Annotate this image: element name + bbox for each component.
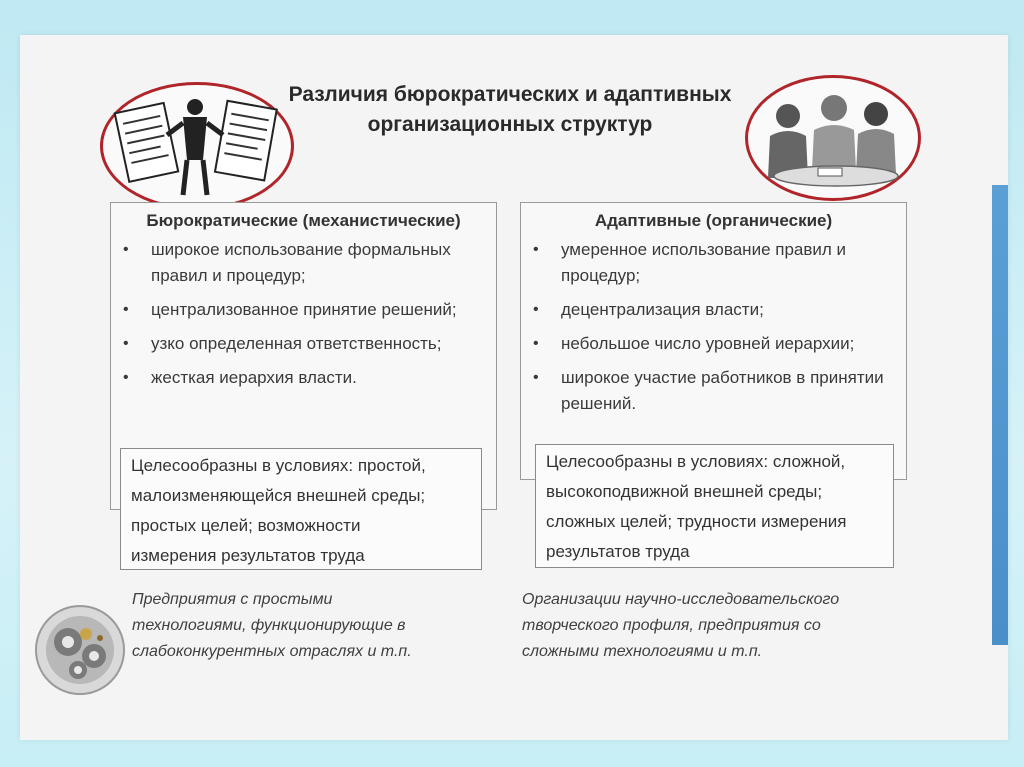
- conditions-line: результатов труда: [546, 542, 690, 561]
- example-line: технологиями, функционирующие в: [132, 617, 406, 634]
- bureaucrat-oval: [100, 82, 294, 210]
- conditions-line: сложных целей; трудности измерения: [546, 512, 847, 531]
- list-item-text: жесткая иерархия власти.: [151, 368, 357, 387]
- list-item: [531, 331, 896, 357]
- conditions-line: Целесообразны в условиях: сложной,: [546, 452, 846, 471]
- bullet: •: [533, 335, 539, 352]
- example-line: слабоконкурентных отраслях и т.п.: [132, 643, 412, 660]
- bureaucratic-conditions: [120, 448, 482, 570]
- title-line-2: организационных структур: [367, 113, 653, 137]
- title-line-1: Различия бюрократических и адаптивных: [288, 83, 732, 106]
- list-item: [121, 237, 486, 289]
- conditions-line: высокоподвижной внешней среды;: [546, 482, 823, 501]
- bullet: •: [533, 301, 539, 318]
- bureaucratic-list: [111, 237, 496, 391]
- bureaucratic-examples: [132, 587, 482, 665]
- page-title: [270, 80, 750, 141]
- bullet: •: [123, 301, 129, 318]
- bullet: •: [533, 241, 539, 258]
- accent-strip: [992, 185, 1008, 645]
- team-oval: [745, 75, 921, 201]
- team-meeting-icon: [748, 78, 918, 198]
- bureaucratic-heading: Бюрократические (механистические): [146, 211, 461, 230]
- list-item-text: широкое использование формальных правил и процедур;: [151, 240, 451, 285]
- conditions-line: Целесообразны в условиях: простой,: [131, 456, 426, 475]
- list-item-text: узко определенная ответственность;: [151, 334, 442, 353]
- gear-mechanism: [34, 604, 126, 696]
- list-item: [121, 297, 486, 323]
- list-item-text: небольшое число уровней иерархии;: [561, 334, 855, 353]
- conditions-line: малоизменяющейся внешней среды;: [131, 486, 426, 505]
- list-item-text: децентрализация власти;: [561, 300, 764, 319]
- bullet: •: [123, 335, 129, 352]
- list-item-text: широкое участие работников в принятии решений.: [561, 368, 884, 413]
- bureaucrat-papers-icon: [103, 85, 291, 207]
- bullet: •: [123, 369, 129, 386]
- example-line: творческого профиля, предприятия со: [522, 617, 821, 634]
- list-item-text: умеренное использование правил и процедур;: [561, 240, 847, 285]
- gear-mechanism-icon: [34, 604, 126, 696]
- adaptive-heading: Адаптивные (органические): [594, 211, 833, 230]
- conditions-line: измерения результатов труда: [131, 546, 365, 565]
- adaptive-list: [521, 237, 906, 417]
- list-item: [121, 365, 486, 391]
- list-item-text: централизованное принятие решений;: [151, 300, 457, 319]
- conditions-line: простых целей; возможности: [131, 516, 361, 535]
- adaptive-conditions: [535, 444, 894, 568]
- example-line: Предприятия с простыми: [132, 591, 333, 608]
- bullet: •: [123, 241, 129, 258]
- list-item: [531, 365, 896, 417]
- example-line: сложными технологиями и т.п.: [522, 643, 763, 660]
- bullet: •: [533, 369, 539, 386]
- adaptive-examples: [522, 587, 922, 665]
- example-line: Организации научно-исследовательского: [522, 591, 840, 608]
- list-item: [121, 331, 486, 357]
- adaptive-box: [520, 202, 907, 480]
- list-item: [531, 297, 896, 323]
- list-item: [531, 237, 896, 289]
